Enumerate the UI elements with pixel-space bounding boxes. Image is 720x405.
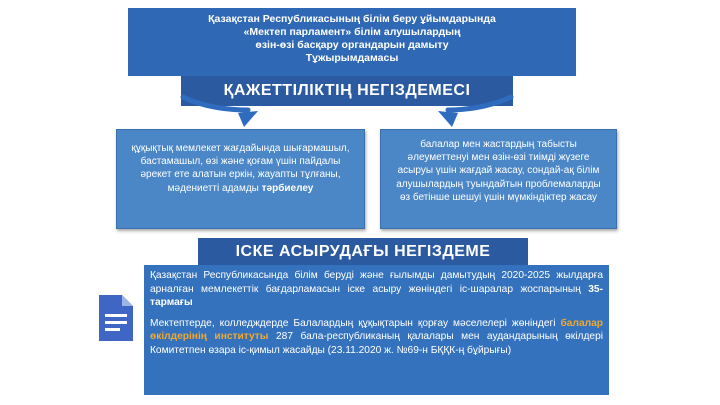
legal-p2-highlight: балалар өкілдерінің институты xyxy=(150,317,603,342)
socialization-card xyxy=(380,129,617,229)
legal-basis-box xyxy=(144,265,609,395)
legal-p1-bold: 35-тармағы xyxy=(150,283,603,308)
upbringing-bold: тәрбиелеу xyxy=(261,182,314,194)
legal-paragraph-1 xyxy=(150,269,603,310)
legal-p1-text: Қазақстан Республикасында білім беруді және ғылымды дамытудың 2020-2025 жылдарға арналған мемлекеттік бағдарламасын іске асыру жөніндегі іс-шаралар жоспарының xyxy=(150,270,603,295)
implementation-banner: ІСКЕ АСЫРУДАҒЫ НЕГІЗДЕМЕ xyxy=(198,238,528,265)
legal-p2-before: Мектептерде, колледждерде Балалардың құқықтарын қорғау мәселелері жөніндегі xyxy=(150,317,556,329)
title-line-2: «Мектеп парламент» білім алушылардың xyxy=(243,26,461,38)
upbringing-text: құқықтық мемлекет жағдайында шығармашыл, бастамашыл, өзі және қоғам үшін пайдалы әрекет ете алатын еркін, жауапты тұлғаны, мәдениетті адамды xyxy=(131,143,350,194)
title-line-4: Тұжырымдамасы xyxy=(305,52,399,64)
upbringing-card xyxy=(116,129,365,229)
legal-p2-after: 287 бала-республиканың қалалары мен аудандарының өкілдері Комитетпен өзара іс-қимыл жасайды (23.11.2020 ж. №69-н БҚҚК-ң бұйрығы) xyxy=(150,331,603,356)
socialization-text: балалар мен жастардың табысты әлеуметтенуі мен өзін-өзі тиімді жүзеге асыруы үшін жағдай жасау, сондай-ақ білім алушылардың туындайтын проблемаларды өз бетінше шешуі үшін мүмкіндіктер жасау xyxy=(396,139,601,203)
document-icon xyxy=(99,295,133,341)
title-line-3: өзін-өзі басқару органдарын дамыту xyxy=(255,39,449,51)
legal-paragraph-2 xyxy=(150,317,603,358)
title-line-1: Қазақстан Республикасының білім беру ұйымдарында xyxy=(208,13,496,25)
need-banner: ҚАЖЕТТІЛІКТІҢ НЕГІЗДЕМЕСІ xyxy=(181,76,513,106)
